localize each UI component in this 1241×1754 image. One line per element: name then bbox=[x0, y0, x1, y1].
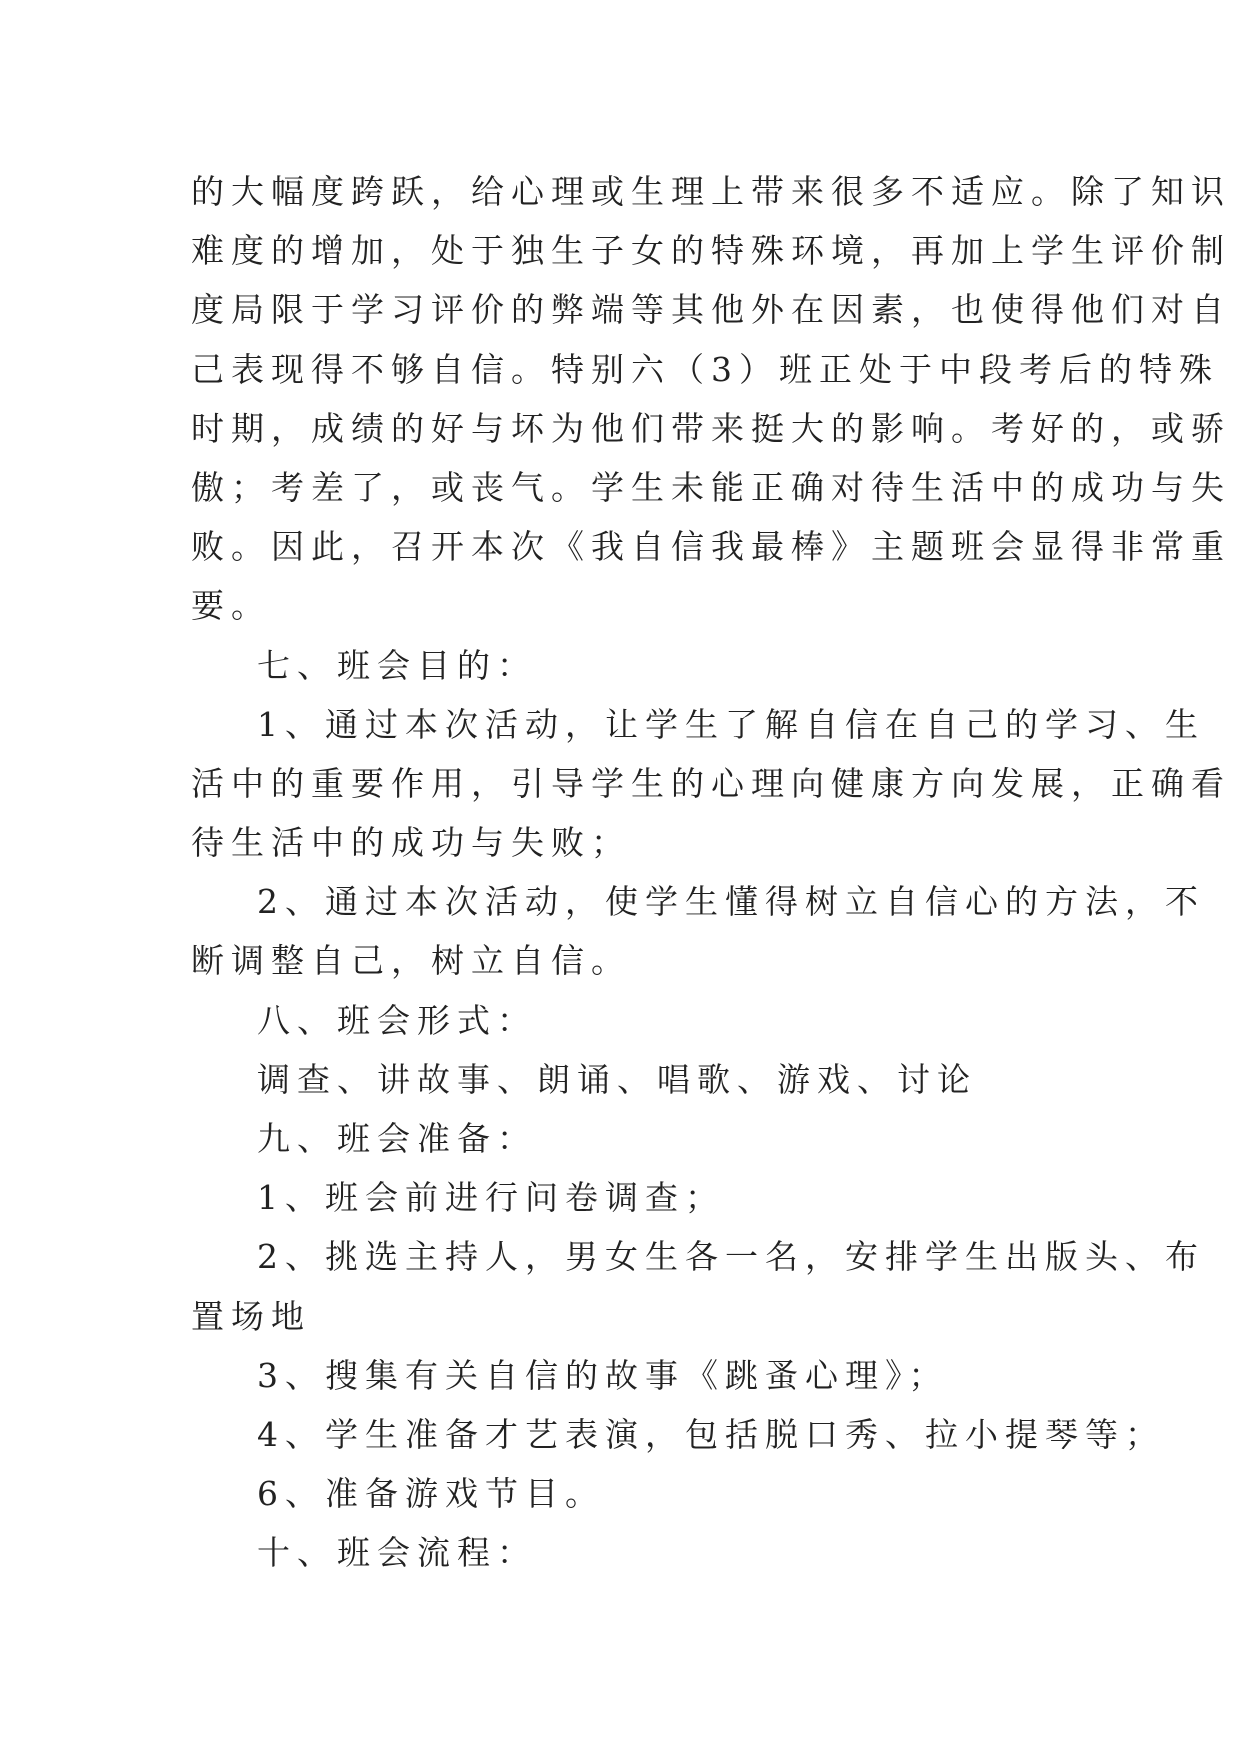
preparation-item-1: 1、班会前进行问卷调查； bbox=[257, 1178, 725, 1218]
preparation-item-3: 3、搜集有关自信的故事《跳蚤心理》； bbox=[257, 1355, 949, 1395]
body-line: 己表现得不够自信。特别六（3）班正处于中段考后的特殊 bbox=[191, 349, 1219, 389]
body-line: 待生活中的成功与失败； bbox=[191, 823, 631, 863]
body-line: 置场地 bbox=[191, 1296, 311, 1336]
section-heading-purpose: 七、班会目的： bbox=[257, 645, 537, 685]
body-line: 傲；考差了，或丧气。学生未能正确对待生活中的成功与失 bbox=[191, 467, 1231, 507]
section-heading-preparation: 九、班会准备： bbox=[257, 1119, 537, 1158]
body-line: 断调整自己，树立自信。 bbox=[191, 941, 631, 981]
format-list: 调查、讲故事、朗诵、唱歌、游戏、讨论 bbox=[257, 1059, 977, 1099]
preparation-item-4: 4、学生准备才艺表演，包括脱口秀、拉小提琴等； bbox=[257, 1414, 1165, 1454]
body-line: 的大幅度跨跃，给心理或生理上带来很多不适应。除了知识 bbox=[191, 172, 1231, 211]
body-line: 活中的重要作用，引导学生的心理向健康方向发展，正确看 bbox=[191, 763, 1231, 803]
body-line: 败。因此，召开本次《我自信我最棒》主题班会显得非常重 bbox=[191, 527, 1231, 567]
purpose-item-2: 2、通过本次活动，使学生懂得树立自信心的方法，不 bbox=[257, 882, 1205, 922]
purpose-item-1: 1、通过本次活动，让学生了解自信在自己的学习、生 bbox=[257, 704, 1205, 744]
preparation-item-6: 6、准备游戏节目。 bbox=[257, 1474, 605, 1514]
body-line: 时期，成绩的好与坏为他们带来挺大的影响。考好的，或骄 bbox=[191, 408, 1231, 448]
preparation-item-2: 2、挑选主持人，男女生各一名，安排学生出版头、布 bbox=[257, 1237, 1205, 1277]
body-line: 度局限于学习评价的弊端等其他外在因素，也使得他们对自 bbox=[191, 290, 1231, 330]
section-heading-format: 八、班会形式： bbox=[257, 1000, 537, 1040]
body-line: 要。 bbox=[191, 586, 271, 626]
document-body bbox=[191, 162, 1231, 1583]
body-line: 难度的增加，处于独生子女的特殊环境，再加上学生评价制 bbox=[191, 231, 1231, 271]
section-heading-process: 十、班会流程： bbox=[257, 1533, 537, 1573]
